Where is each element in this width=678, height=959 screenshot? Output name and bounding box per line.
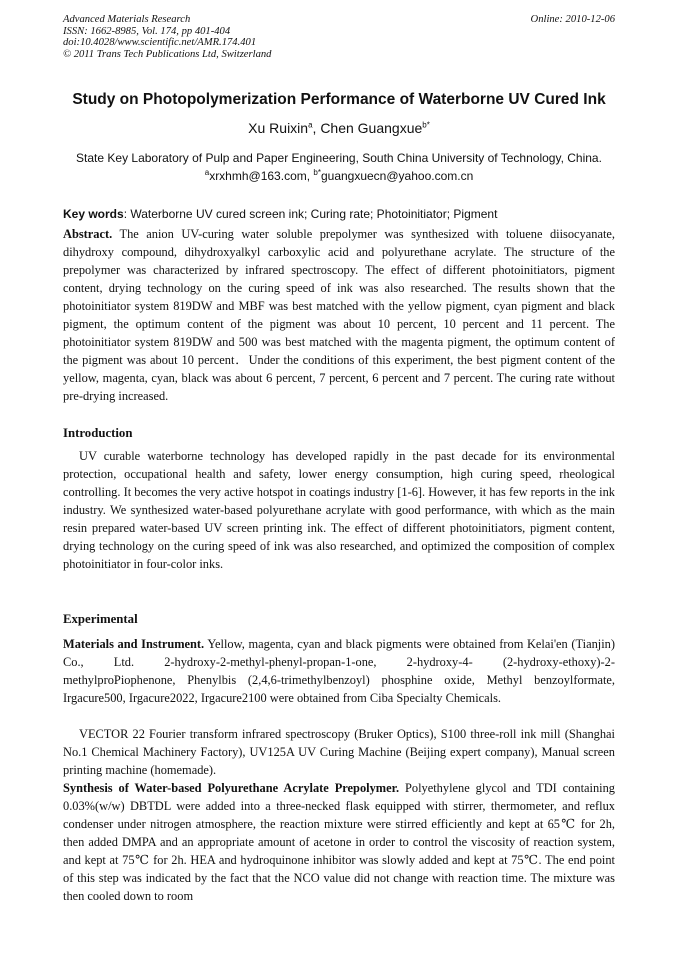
author-1-sup: a — [308, 120, 313, 130]
author-2: Chen Guangxue — [320, 120, 423, 136]
email-a-sup: a — [204, 168, 210, 177]
introduction-text: UV curable waterborne technology has developed rapidly in the past decade for its environmental protection, occupational health and safety, lower energy consumption, high curing speed, rheological controlling. It becomes the very active hotspot in coatings industry [1-6]. However, it has few reports in the ink industry. We synthesized water-based polyurethane acrylate with good performance, with which as the main resin prepared water-based UV screen printing ink. The effect of different photoinitiators, pigment content, drying technology on the curing speed of ink was also researched, and optimized the composition of complex photoinitiator in four-color inks. — [63, 449, 615, 571]
experimental-heading: Experimental — [63, 612, 138, 626]
abstract — [63, 225, 615, 405]
materials-paragraph — [63, 635, 615, 707]
author-line — [0, 120, 678, 136]
synthesis-label: Synthesis of Water-based Polyurethane Acrylate Prepolymer. — [63, 781, 400, 795]
introduction-heading: Introduction — [63, 426, 133, 440]
journal-copyright: © 2011 Trans Tech Publications Ltd, Switzerland — [63, 48, 272, 60]
online-date: Online: 2010-12-06 — [530, 14, 615, 25]
instrument-paragraph: VECTOR 22 Fourier transform infrared spectroscopy (Bruker Optics), S100 three-roll ink mill (Shanghai No.1 Chemical Machinery Factory), UV125A UV Curing Machine (Beijing expert company), Manual screen printing machine (homemade). — [63, 727, 615, 777]
keywords-text: : Waterborne UV cured screen ink; Curing rate; Photoinitiator; Pigment — [123, 207, 498, 221]
synthesis-text: Polyethylene glycol and TDI containing 0.03%(w/w) DBTDL were added into a three-necked flask equipped with stirrer, thermometer, and reflux condenser under nitrogen atmosphere, the reaction mixture were stirred efficiently and kept at 65℃ for 2h, then added DMPA and an appropriate amount of acetone in order to control the viscosity of reaction system, and kept at 75℃ for 2h. HEA and hydroquinone inhibitor was slowly added and kept at 75℃. The end point of this step was indicated by the fact that the NCO value did not change with reaction time. The mixture was then cooled down to room — [63, 781, 616, 903]
email-a: xrxhmh@163.com, — [209, 169, 314, 183]
keywords-label: Key words — [63, 207, 124, 221]
journal-issn: ISSN: 1662-8985, Vol. 174, pp 401-404 — [63, 25, 231, 37]
email-b-sup: b* — [313, 168, 321, 177]
materials-text: Yellow, magenta, cyan and black pigments were obtained from Kelai'en (Tianjin) Co., Ltd. 2-hydroxy-2-methyl-phenyl-propan-1-one, 2-hydroxy-4- (2-hydroxy-ethoxy)-2-methylproPiophenone, Phenylbis (2,4,6-trimethylbenzoyl) phosphine oxide, Methyl benzoylformate, Irgacure500, Irgacure2022, Irgacure2100 were obtained from Ciba Specialty Chemicals. — [63, 637, 615, 705]
journal-doi: doi:10.4028/www.scientific.net/AMR.174.401 — [63, 37, 257, 49]
journal-name: Advanced Materials Research — [63, 14, 191, 25]
email-b: guangxuecn@yahoo.com.cn — [320, 169, 474, 183]
abstract-text: The anion UV-curing water soluble prepolymer was synthesized with toluene diisocyanate, dihydroxy compound, dihydroxyalkyl carboxylic acid and polyurethane acrylate. The structure of the prepolymer was characterized by infrared spectroscopy. The effect of different photoinitiators, pigment content, drying technology on the curing speed of ink was also researched. The results shown that the photoinitiator system 819DW and MBF was best matched with the yellow pigment, cyan pigment and black pigment, the optimum content of the pigment was about 10 percent, 10 percent and 11 percent. The photoinitiator system 819DW and 500 was best matched with the magenta pigment, the optimum content of the pigment was about 10 percent．Under the conditions of this experiment, the best pigment content of the yellow, magenta, cyan, black was about 6 percent, 7 percent, 6 percent and 7 percent. The curing rate without pre-drying increased. — [63, 227, 615, 403]
email-line — [0, 169, 678, 183]
abstract-label: Abstract. — [63, 227, 113, 241]
journal-header — [63, 14, 615, 60]
keywords — [63, 207, 615, 221]
author-separator: , — [312, 120, 321, 136]
affiliation: State Key Laboratory of Pulp and Paper Engineering, South China University of Technology, China. — [76, 151, 602, 165]
materials-label: Materials and Instrument. — [63, 637, 205, 651]
synthesis-paragraph — [63, 779, 615, 905]
paper-title: Study on Photopolymerization Performance of Waterborne UV Cured Ink — [72, 91, 606, 108]
author-2-sup: b* — [422, 120, 430, 130]
author-1: Xu Ruixin — [248, 120, 309, 136]
